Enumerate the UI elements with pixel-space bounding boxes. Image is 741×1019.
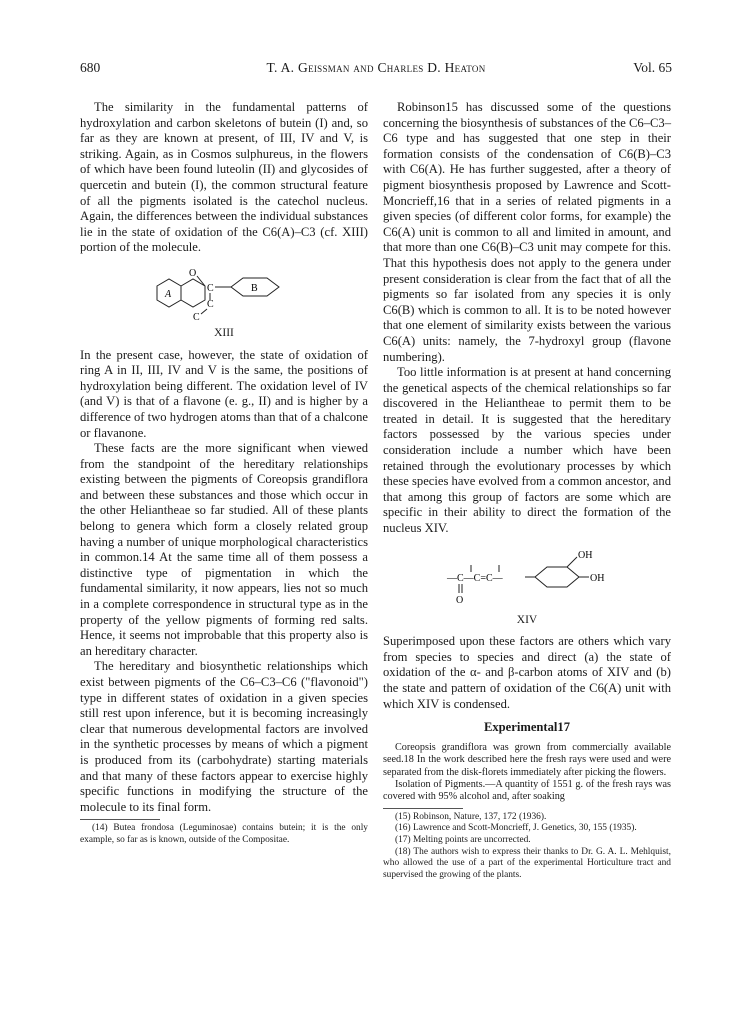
footnote-14: (14) Butea frondosa (Leguminosae) contains butein; it is the only example, so far as is known, outside of the Compositae. [80, 823, 368, 845]
left-paragraph-2: In the present case, however, the state of oxidation of ring A in II, III, IV and V is the same, the positions of hydroxylation being different. The oxidation level of IV (and V) is that of a flavone (e. g., II) and is higher by a difference of two hydrogen atoms than that of a chalcone or flavanone. [80, 347, 368, 440]
xiv-oh-right: OH [590, 572, 605, 584]
atom-c1-label: C [207, 282, 214, 294]
structure-xiv-label: XIV [516, 613, 538, 626]
experimental-paragraph-1: Coreopsis grandiflora was grown from commercially available seed.18 In the work described here the fresh rays were used and were separated from the disk-florets immediately after picking the flowers. [383, 741, 671, 778]
footnote-rule-right [383, 808, 463, 809]
right-paragraph-1: Robinson15 has discussed some of the questions concerning the biosynthesis of substances of the C6–C3–C6 type and has suggested that one step in their formation consists of the condensation of C6(B)–C3 with C6(A). He has further suggested, after a theory of pigment biosynthesis proposed by Lawrence and Scott-Moncrieff,16 that in a series of related pigments in a given species (of different color forms, for example) the C6(A) unit is common to all and limited in amount, and that more than one C6(B)–C3 unit may compete for this. That this hypothesis does not apply to the genera under present consideration is clear from the fact that of all the pigments so far isolated from any species it is only C6(B) which is common to all. It is to be noted however that one element of similarity exists between the various C6(A) units: namely, the 7-hydroxyl group (flavone numbering). [383, 100, 671, 364]
left-footnotes [80, 823, 368, 846]
experimental-heading: Experimental17 [483, 720, 571, 735]
right-paragraph-3: Superimposed upon these factors are others which vary from species to species and direct (a) the state of oxidation of the α- and β-carbon atoms of XIV and (b) the state and pattern of oxidation of the C6(A) unit with which XIV is condensed. [383, 634, 671, 711]
experimental-paragraph-2: Isolation of Pigments.—A quantity of 1551 g. of the fresh rays was covered with 95% alcohol and, after soaking [383, 779, 671, 803]
footnote-18: (18) The authors wish to express their thanks to Dr. G. A. L. Mehlquist, who allowed the use of a part of the experimental Horticulture tract and supervised the growing of the plants. [383, 846, 671, 880]
footnote-15: (15) Robinson, Nature, 137, 172 (1936). [395, 811, 547, 822]
xiv-oh-top: OH [578, 549, 593, 561]
structure-xiii-label: XIII [214, 326, 234, 339]
xiv-carbonyl-o: O [456, 594, 464, 606]
left-paragraph-4: The hereditary and biosynthetic relationships which exist between pigments of the C6–C3–C6 ("flavonoid") type in different states of oxidation in a given species still rest upon inference, but it is becoming increasingly clear that numerous developmental factors are involved in the synthetic processes by means of which a pigment is produced from its (carbohydrate) starting materials and that many of these factors appear to exercise highly specific functions in modifying the structure of the molecule to its final form. [80, 659, 368, 814]
structure-xiv-figure [427, 543, 627, 611]
atom-o-label: O [189, 267, 197, 279]
atom-c2-label: C [207, 298, 214, 310]
footnote-17: (17) Melting points are uncorrected. [395, 835, 531, 845]
volume-label: Vol. 65 [633, 60, 672, 75]
right-column [383, 100, 671, 881]
right-footnotes [383, 812, 671, 882]
structure-xiii-figure [139, 262, 309, 324]
experimental-text [383, 742, 671, 804]
left-paragraph-3: These facts are the more significant when viewed from the standpoint of the hereditary relationships existing between the pigments of Coreopsis grandiflora and between these substances and those which occur in the other Heliantheae so far studied. All of these plants belong to genera which form a closely related group having a number of unique morphological characteristics in common.14 At the same time all of them possess a distinctive type of pigmentation in which the fundamental similarity, it now appears, lies not so much in a complete correspondence in structural type as in the property of the yellow pigments of forming red salts. Hence, it seems not improbable that this property also is an hereditary character. [80, 441, 368, 658]
left-column [80, 100, 368, 847]
atom-c3-label: C [193, 311, 200, 323]
right-paragraph-2: Too little information is at present at hand concerning the genetical aspects of the chemical relationships so far discovered in the Heliantheae to permit them to be treated in detail. It is suggested that the hereditary factors possessed by the various species under consideration include a number which have been retained through the evolutionary processes by which these species have evolved from a common ancestor, and that among this group of factors are some which are specific in their ability to direct the formation of the nucleus XIV. [383, 365, 671, 536]
xiv-chain-label: —C—C=C— [447, 572, 503, 584]
footnote-16: (16) Lawrence and Scott-Moncrieff, J. Genetics, 30, 155 (1935). [395, 823, 637, 834]
ring-b-label: B [251, 282, 258, 294]
left-paragraph-1: The similarity in the fundamental patterns of hydroxylation and carbon skeletons of butein (I) and, so far as they are known at present, of III, IV and V, is striking. Again, as in Cosmos sulphureus, in the flowers of which have been found luteolin (II) and glycosides of quercetin and butein (I), the common structural feature of all the pigments isolated is the catechol nucleus. Again, the differences between the individual substances lie in the state of oxidation of the C6(A)–C3 (cf. XIII) portion of the molecule. [80, 100, 368, 255]
running-authors: T. A. Geissman and Charles D. Heaton [266, 60, 486, 75]
page-number: 680 [80, 60, 101, 75]
running-header [80, 60, 672, 80]
footnote-rule-left [80, 819, 160, 820]
ring-a-label: A [165, 288, 172, 300]
